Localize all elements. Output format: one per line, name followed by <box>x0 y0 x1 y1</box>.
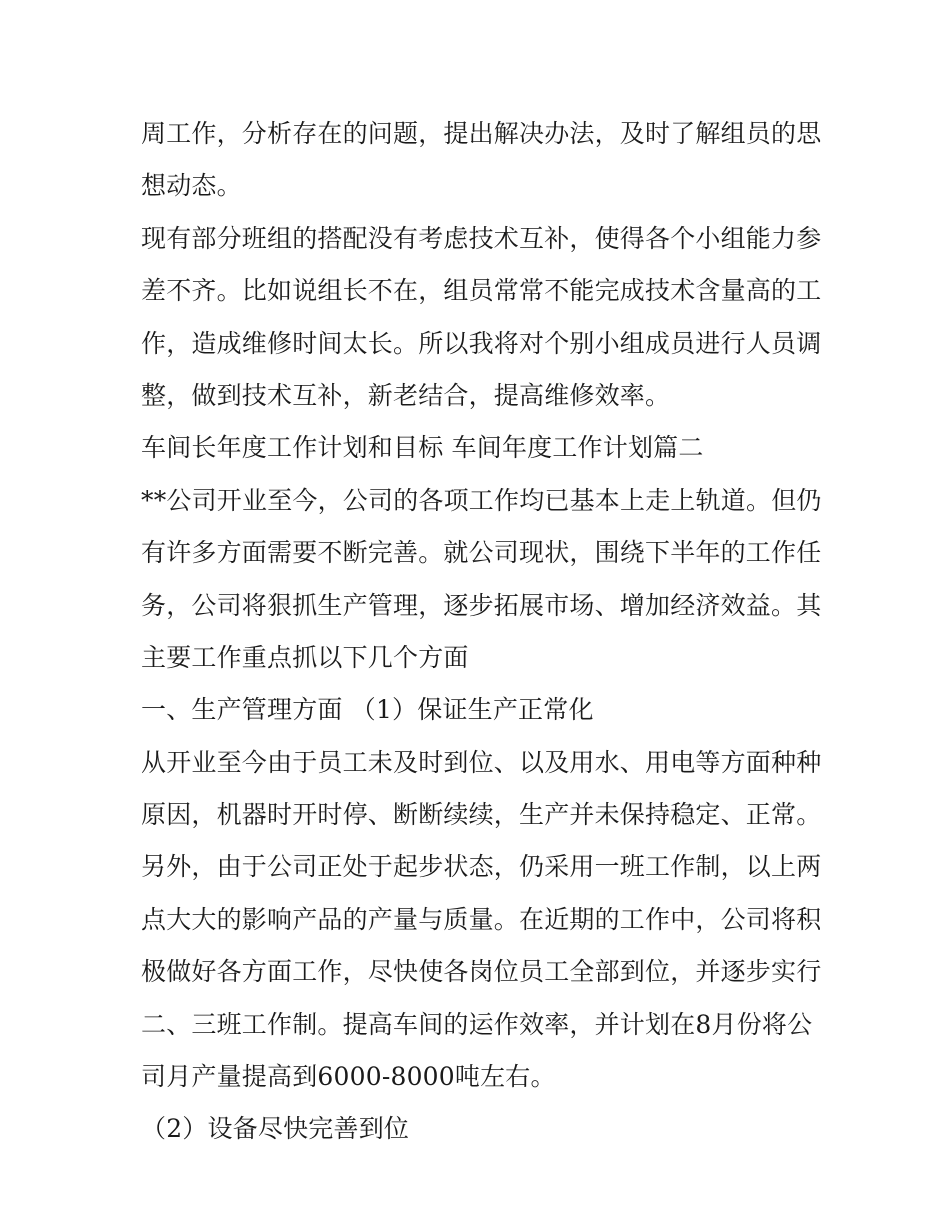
paragraph-line: 从开业至今由于员工未及时到位、以及用水、用电等方面种种 <box>141 747 822 777</box>
subsection-heading: （2）设备尽快完善到位 <box>141 1114 410 1144</box>
paragraph-line: 整，做到技术互补，新老结合，提高维修效率。 <box>141 380 671 410</box>
document-body <box>141 108 821 1156</box>
paragraph-line: **公司开业至今，公司的各项工作均已基本上走上轨道。但仍 <box>141 485 822 515</box>
paragraph-line: 极做好各方面工作，尽快使各岗位员工全部到位，并逐步实行 <box>141 957 822 987</box>
section-heading: 一、生产管理方面 （1）保证生产正常化 <box>141 695 594 725</box>
paragraph-line: 司月产量提高到6000-8000吨左右。 <box>141 1062 556 1092</box>
paragraph-line: 周工作，分析存在的问题，提出解决办法，及时了解组员的思 <box>141 119 822 148</box>
paragraph-line: 想动态。 <box>141 171 242 201</box>
paragraph-line: 差不齐。比如说组长不在，组员常常不能完成技术含量高的工 <box>141 276 822 306</box>
paragraph-line: 点大大的影响产品的产量与质量。在近期的工作中，公司将积 <box>141 904 822 934</box>
paragraph-line: 有许多方面需要不断完善。就公司现状，围绕下半年的工作任 <box>141 538 822 568</box>
paragraph-line: 作，造成维修时间太长。所以我将对个别小组成员进行人员调 <box>141 328 822 358</box>
paragraph-line: 务，公司将狠抓生产管理，逐步拓展市场、增加经济效益。其 <box>141 590 822 620</box>
paragraph-line: 原因，机器时开时停、断断续续，生产并未保持稳定、正常。 <box>141 800 822 830</box>
paragraph-line: 现有部分班组的搭配没有考虑技术互补，使得各个小组能力参 <box>141 223 822 253</box>
paragraph-line: 另外，由于公司正处于起步状态，仍采用一班工作制，以上两 <box>141 852 822 882</box>
paragraph-line: 主要工作重点抓以下几个方面 <box>141 642 469 672</box>
section-heading: 车间长年度工作计划和目标 车间年度工作计划篇二 <box>141 433 704 463</box>
paragraph-line: 二、三班工作制。提高车间的运作效率，并计划在8月份将公 <box>141 1009 813 1039</box>
